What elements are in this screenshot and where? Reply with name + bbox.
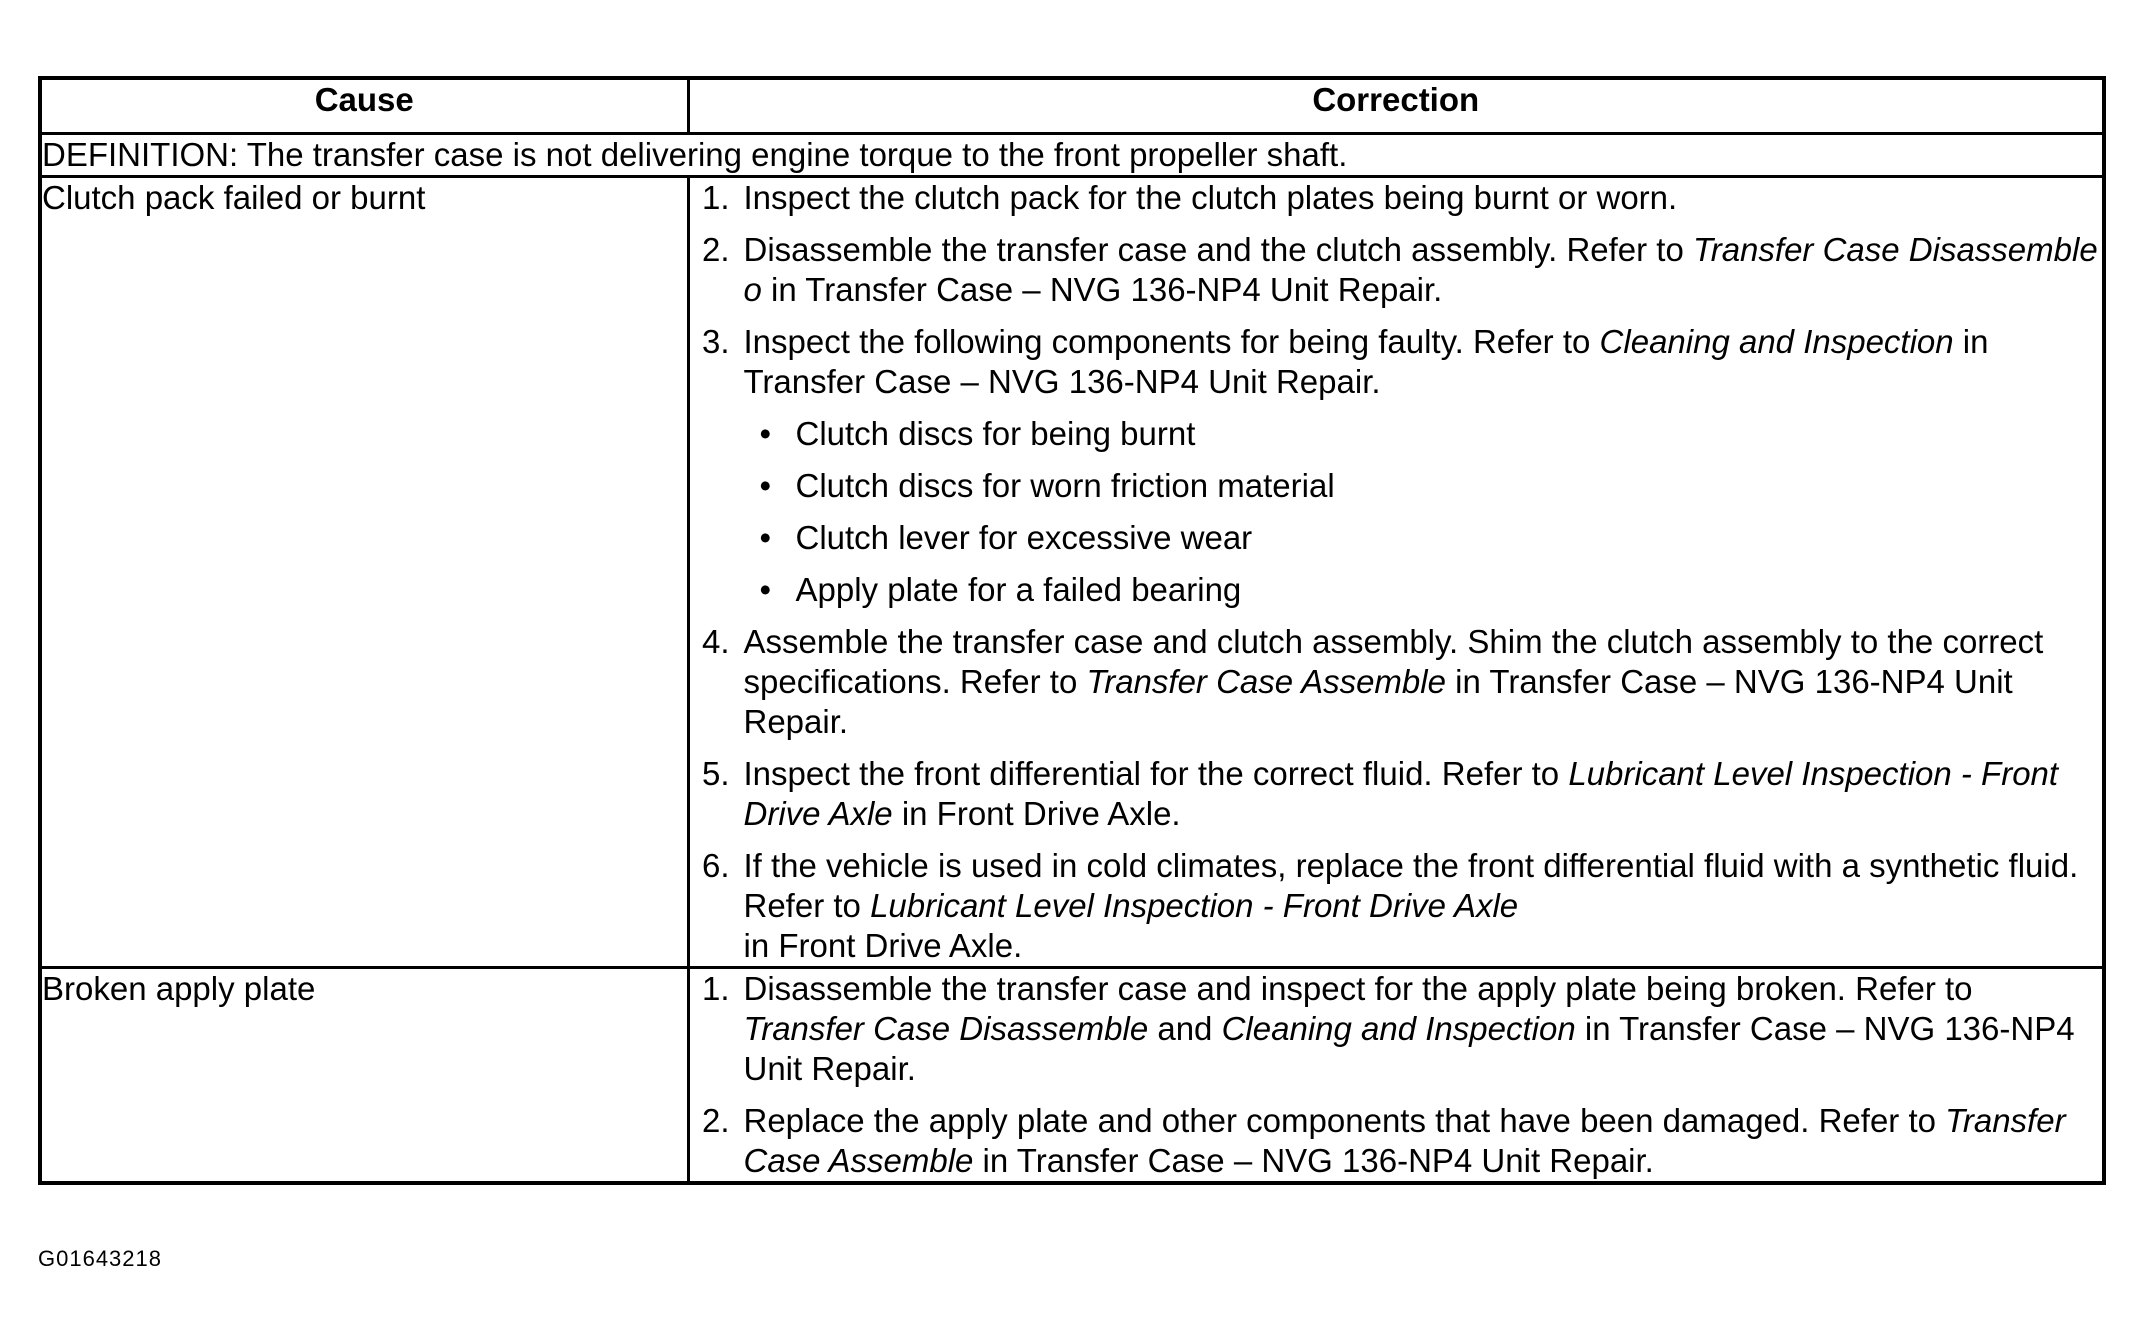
component-list xyxy=(744,414,2103,610)
step-number: 6. xyxy=(701,847,730,884)
correction-header: Correction xyxy=(688,78,2104,134)
step-number: 2. xyxy=(701,1102,730,1139)
step-text: Inspect the front differential for the correct fluid. Refer to xyxy=(743,755,1569,792)
step-text: in Transfer Case – NVG 136-NP4 Unit Repair. xyxy=(761,271,1443,308)
procedure-reference: Transfer Case Assemble xyxy=(1086,663,1446,700)
list-item xyxy=(744,570,2103,610)
cause-cell: Broken apply plate xyxy=(40,968,688,1184)
step-text: in Transfer Case – NVG 136-NP4 Unit Repair. xyxy=(743,1010,2075,1087)
cause-header: Cause xyxy=(40,78,688,134)
list-item-text: Clutch lever for excessive wear xyxy=(795,519,1253,556)
step-number: 1. xyxy=(701,179,730,216)
step-text: in Front Drive Axle. xyxy=(743,927,1023,964)
correction-step xyxy=(690,846,2103,966)
procedure-reference: Cleaning and Inspection xyxy=(1599,323,1954,360)
list-item xyxy=(744,466,2103,506)
step-text: and xyxy=(1148,1010,1222,1047)
correction-step xyxy=(690,322,2103,610)
step-number: 2. xyxy=(701,231,730,268)
list-item xyxy=(744,414,2103,454)
bullet-icon: • xyxy=(759,415,772,452)
step-text: Disassemble the transfer case and the clutch assembly. Refer to xyxy=(743,231,1693,268)
procedure-reference: Lubricant Level Inspection - Front Drive Axle xyxy=(743,755,2059,832)
correction-step xyxy=(690,754,2103,834)
correction-cell xyxy=(688,177,2104,968)
correction-step xyxy=(690,1101,2103,1181)
correction-step xyxy=(690,969,2103,1089)
step-text: Inspect the following components for being faulty. Refer to xyxy=(743,323,1600,360)
correction-step xyxy=(690,622,2103,742)
procedure-reference: Transfer Case Disassemble xyxy=(743,1010,1149,1047)
step-text: Assemble the transfer case and clutch assembly. Shim the clutch assembly to the correct specifications. Refer to xyxy=(743,623,2044,700)
correction-cell xyxy=(688,968,2104,1184)
step-text: Replace the apply plate and other components that have been damaged. Refer to xyxy=(743,1102,1946,1139)
step-text: If the vehicle is used in cold climates, replace the front differential fluid with a synthetic fluid. Refer to xyxy=(743,847,2079,924)
procedure-reference: Transfer Case Assemble xyxy=(743,1102,2066,1179)
list-item-text: Clutch discs for worn friction material xyxy=(795,467,1335,504)
table-row xyxy=(40,177,2104,968)
list-item-text: Clutch discs for being burnt xyxy=(795,415,1196,452)
list-item xyxy=(744,518,2103,558)
bullet-icon: • xyxy=(759,571,772,608)
definition-text: DEFINITION: The transfer case is not delivering engine torque to the front propeller shaft. xyxy=(40,134,2104,177)
step-number: 5. xyxy=(701,755,730,792)
procedure-reference: Lubricant Level Inspection - Front Drive Axle xyxy=(870,887,1519,924)
correction-step xyxy=(690,230,2103,310)
step-text: in Transfer Case – NVG 136-NP4 Unit Repair. xyxy=(743,323,1989,400)
diagnostic-sheet xyxy=(38,76,2102,1185)
list-item-text: Apply plate for a failed bearing xyxy=(795,571,1242,608)
header-row xyxy=(40,78,2104,134)
diagnostic-table xyxy=(38,76,2106,1185)
bullet-icon: • xyxy=(759,467,772,504)
step-text: in Transfer Case – NVG 136-NP4 Unit Repair. xyxy=(973,1142,1654,1179)
bullet-icon: • xyxy=(759,519,772,556)
step-text: in Transfer Case – NVG 136-NP4 Unit Repair. xyxy=(743,663,2013,740)
table-row xyxy=(40,968,2104,1184)
figure-id: G01643218 xyxy=(38,1246,162,1271)
cause-cell: Clutch pack failed or burnt xyxy=(40,177,688,968)
step-number: 1. xyxy=(701,970,730,1007)
procedure-reference: Transfer Case Disassemble o xyxy=(743,231,2098,308)
correction-steps xyxy=(690,969,2103,1181)
step-text: in Front Drive Axle. xyxy=(892,795,1181,832)
correction-step xyxy=(690,178,2103,218)
step-text: Disassemble the transfer case and inspect for the apply plate being broken. Refer to xyxy=(743,970,1973,1007)
step-number: 3. xyxy=(701,323,730,360)
procedure-reference: Cleaning and Inspection xyxy=(1221,1010,1576,1047)
definition-row xyxy=(40,134,2104,177)
correction-steps xyxy=(690,178,2103,966)
step-number: 4. xyxy=(701,623,730,660)
step-text: Inspect the clutch pack for the clutch plates being burnt or worn. xyxy=(743,179,1678,216)
